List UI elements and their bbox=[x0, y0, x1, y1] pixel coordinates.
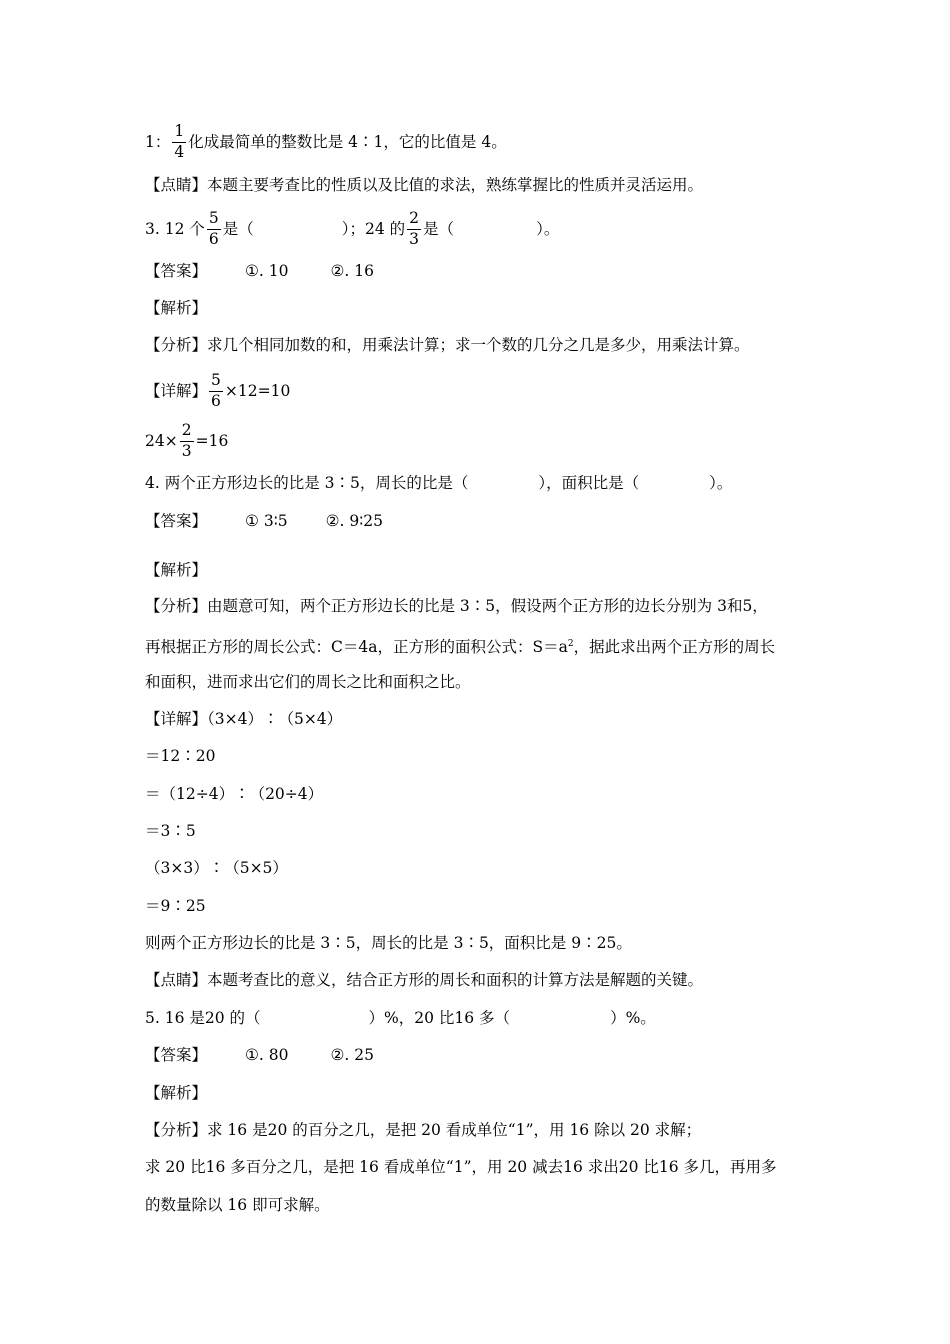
answer-value: ①. 10 bbox=[245, 262, 289, 280]
equation-line: ＝（12÷4）∶（20÷4） bbox=[145, 785, 324, 803]
question-text: ），面积比是（ bbox=[538, 474, 640, 492]
question-4 bbox=[145, 473, 732, 493]
question-text: ）%。 bbox=[610, 1009, 656, 1027]
question-text: ）%，20 比16 多（ bbox=[368, 1009, 511, 1027]
text-prefix: 1： bbox=[145, 133, 171, 151]
answer-label: 【答案】 bbox=[145, 1046, 208, 1064]
equation-text: 24× bbox=[145, 432, 178, 450]
question-text: 3. 12 个 bbox=[145, 220, 205, 238]
comment-line-q4: 【点睛】本题考查比的意义，结合正方形的周长和面积的计算方法是解题的关键。 bbox=[145, 971, 704, 989]
fraction-five-sixths bbox=[207, 211, 221, 247]
detail-line-1 bbox=[145, 367, 290, 413]
fraction-two-thirds bbox=[407, 211, 421, 247]
answer-line-q3 bbox=[145, 261, 374, 281]
answer-label: 【答案】 bbox=[145, 512, 208, 530]
analysis-line bbox=[145, 634, 776, 657]
fraction-one-quarter bbox=[172, 124, 186, 160]
question-3 bbox=[145, 205, 559, 251]
fraction-numerator: 5 bbox=[207, 211, 221, 230]
equation-text: ×12=10 bbox=[224, 382, 291, 400]
question-text: 4. 两个正方形边长的比是 3∶5，周长的比是（ bbox=[145, 474, 469, 492]
fraction-denominator: 3 bbox=[181, 441, 192, 460]
fraction-five-sixths bbox=[209, 373, 223, 409]
analysis-line: 的数量除以 16 即可求解。 bbox=[145, 1196, 330, 1214]
detail-line: 【详解】（3×4）∶（5×4） bbox=[145, 710, 343, 728]
fraction-numerator: 1 bbox=[172, 124, 186, 143]
analysis-label: 【解析】 bbox=[145, 299, 208, 317]
analysis-line: 【分析】由题意可知，两个正方形边长的比是 3∶5，假设两个正方形的边长分别为 3和5， bbox=[145, 597, 768, 615]
answer-label: 【答案】 bbox=[145, 262, 208, 280]
analysis-line: 求 20 比16 多百分之几，是把 16 看成单位“1”，用 20 减去16 求出20 比16 多几，再用多 bbox=[145, 1158, 777, 1176]
answer-value: ① 3∶5 bbox=[245, 512, 288, 530]
detail-label: 【详解】 bbox=[145, 382, 208, 400]
answer-line-q4 bbox=[145, 511, 383, 531]
comment-line-q2: 【点睛】本题主要考查比的性质以及比值的求法，熟练掌握比的性质并灵活运用。 bbox=[145, 176, 704, 194]
question-text: 是（ bbox=[222, 220, 254, 238]
formula-text: ，据此求出两个正方形的周长 bbox=[573, 638, 776, 657]
fraction-denominator: 4 bbox=[174, 142, 185, 161]
fraction-denominator: 3 bbox=[409, 229, 420, 248]
exponent: 2 bbox=[567, 639, 574, 649]
solution-line-1 bbox=[145, 118, 507, 164]
question-text: 5. 16 是20 的（ bbox=[145, 1009, 261, 1027]
fraction-two-thirds bbox=[180, 423, 194, 459]
answer-value: ②. 25 bbox=[330, 1046, 374, 1064]
detail-line-2 bbox=[145, 417, 228, 463]
analysis-line: 【分析】求 16 是20 的百分之几，是把 20 看成单位“1”，用 16 除以 20 求解； bbox=[145, 1121, 702, 1139]
text-suffix: 化成最简单的整数比是 4∶1，它的比值是 4。 bbox=[188, 133, 507, 151]
formula-text: 再根据正方形的周长公式：C＝4a，正方形的面积公式：S＝a bbox=[145, 638, 568, 657]
analysis-label: 【解析】 bbox=[145, 1084, 208, 1102]
equation-text: =16 bbox=[195, 432, 229, 450]
fraction-numerator: 2 bbox=[407, 211, 421, 230]
analysis-line: 和面积，进而求出它们的周长之比和面积之比。 bbox=[145, 673, 471, 691]
fraction-denominator: 6 bbox=[208, 229, 219, 248]
question-text: ）；24 的 bbox=[341, 220, 406, 238]
fraction-denominator: 6 bbox=[211, 391, 221, 410]
question-text: 是（ bbox=[423, 220, 455, 238]
question-5 bbox=[145, 1008, 656, 1028]
equation-line: ＝3∶5 bbox=[145, 822, 196, 840]
answer-line-q5 bbox=[145, 1045, 374, 1065]
answer-value: ②. 9∶25 bbox=[325, 512, 383, 530]
fraction-numerator: 2 bbox=[180, 423, 194, 442]
fraction-numerator: 5 bbox=[209, 373, 223, 392]
analysis-line: 【分析】求几个相同加数的和，用乘法计算；求一个数的几分之几是多少，用乘法计算。 bbox=[145, 336, 750, 354]
equation-line: ＝9∶25 bbox=[145, 897, 206, 915]
answer-value: ②. 16 bbox=[330, 262, 374, 280]
answer-value: ①. 80 bbox=[245, 1046, 289, 1064]
question-text: ）。 bbox=[709, 474, 733, 492]
analysis-label: 【解析】 bbox=[145, 561, 208, 579]
equation-line: （3×3）∶（5×5） bbox=[145, 859, 288, 877]
question-text: ）。 bbox=[536, 220, 560, 238]
equation-line: ＝12∶20 bbox=[145, 747, 216, 765]
conclusion-line: 则两个正方形边长的比是 3∶5，周长的比是 3∶5，面积比是 9∶25。 bbox=[145, 934, 632, 952]
